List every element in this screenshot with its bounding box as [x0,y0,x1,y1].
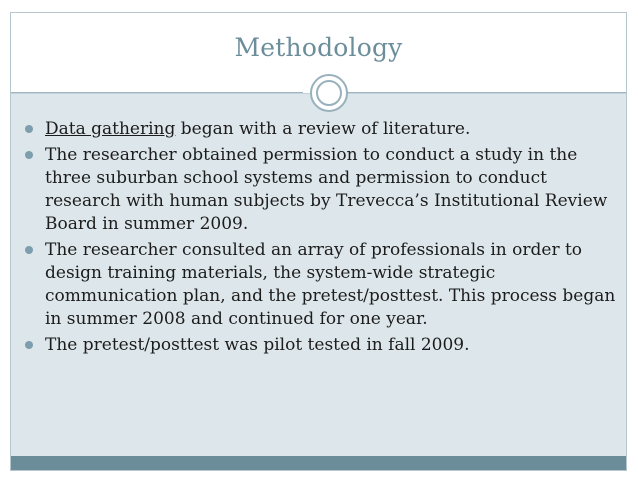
bullet-text: The researcher obtained permission to conduct a study in the three suburban school systems and permission to conduct research with human subjects by Trevecca’s Institutional Review Board in summer 2009. [45,145,608,234]
bullet-text: began with a review of literature. [175,119,471,139]
bullet-text: The researcher consulted an array of professionals in order to design training materials, the system-wide strategic communication plan, and the pretest/posttest. This process began in summer 2008 and continued for one year. [45,240,616,329]
bullet-dot-icon [25,151,33,159]
bullet-dot-icon [25,125,33,133]
circle-ornament-icon [310,74,348,112]
slide-title: Methodology [234,33,403,62]
bullet-dot-icon [25,246,33,254]
title-divider-right [334,92,626,93]
bullet-item [23,144,618,236]
bullet-dot-icon [25,341,33,349]
slide-panel [10,12,627,471]
bottom-accent-bar [11,456,626,470]
bullet-text: The pretest/posttest was pilot tested in fall 2009. [45,335,470,355]
bullet-item [23,334,618,357]
title-divider-left [11,92,303,93]
data-gathering-link[interactable]: Data gathering [45,119,176,139]
slide-content [23,118,618,360]
bullet-item [23,118,618,141]
bullet-list [23,118,618,357]
circle-ornament-inner-icon [316,80,342,106]
bullet-item [23,239,618,331]
